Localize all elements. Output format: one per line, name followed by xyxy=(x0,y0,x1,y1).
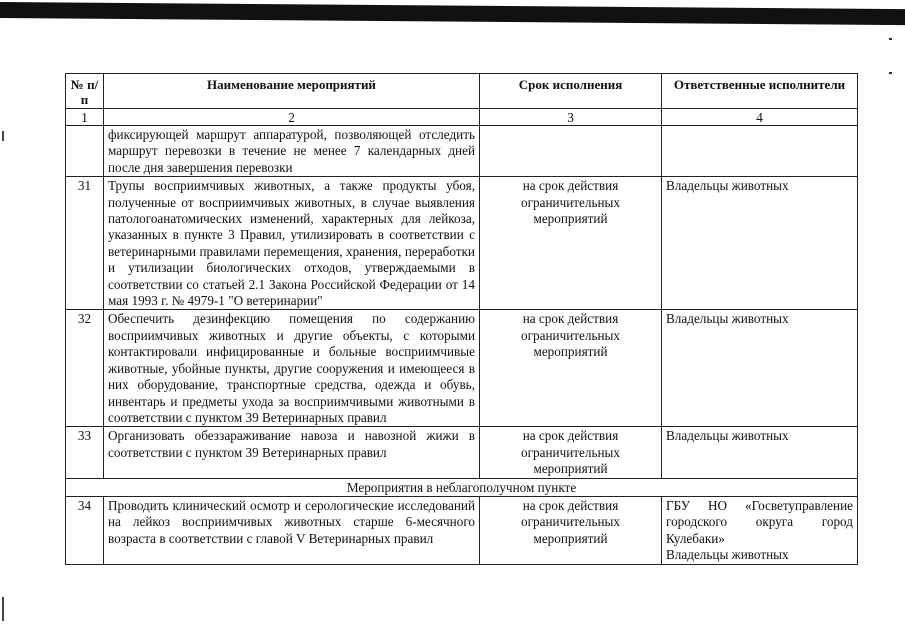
header-name: Наименование мероприятий xyxy=(104,74,480,109)
row-measure: Обеспечить дезинфекцию помещения по содержанию восприимчивых животных и другие объекты, с которыми контактировали инфицированные и больные восприимчивые животные, убойные пункты, другие сооружения и имеющееся в них оборудование, транспортные средства, одежда и обувь, инвентарь и предметы ухода за восприимчивыми животными в соответствии с пунктом 39 Ветеринарных правил xyxy=(104,310,480,427)
header-num: № п/п xyxy=(66,74,104,109)
table-row xyxy=(66,177,858,310)
scan-speck xyxy=(889,38,892,40)
row-responsible: Владельцы животных xyxy=(662,427,858,478)
row-responsible: Владельцы животных xyxy=(662,310,858,427)
scan-edge-mark xyxy=(2,131,4,141)
scan-top-edge xyxy=(0,2,905,25)
row-measure: Трупы восприимчивых животных, а также продукты убоя, полученные от восприимчивых животных, в случае выявления патологоанатомических изменений, характерных для лейкоза, указанных в пункте 3 Правил, утилизировать в соответствии с ветеринарными правилами перемещения, хранения, переработки и утилизации биологических отходов, утверждаемыми в соответствии со статьей 2.1 Закона Российской Федерации от 14 мая 1993 г. № 4979-1 "О ветеринарии" xyxy=(104,177,480,310)
row-measure: Организовать обеззараживание навоза и навозной жижи в соответствии с пунктом 39 Ветеринарных правил xyxy=(104,427,480,478)
column-index: 1 xyxy=(66,109,104,126)
table-row xyxy=(66,427,858,478)
row-term: на срок действия ограничительных мероприятий xyxy=(480,496,662,564)
row-num: 31 xyxy=(66,177,104,310)
column-index: 4 xyxy=(662,109,858,126)
row-term xyxy=(480,126,662,177)
column-index: 2 xyxy=(104,109,480,126)
header-resp: Ответственные исполнители xyxy=(662,74,858,109)
table-header-row xyxy=(66,74,858,109)
row-responsible xyxy=(662,496,858,564)
table-row-continuation xyxy=(66,126,858,177)
measures-table xyxy=(65,73,858,565)
responsible-org: ГБУ НО «Госветуправление городского округа город Кулебаки» xyxy=(666,497,853,546)
row-num: 34 xyxy=(66,496,104,564)
row-term: на срок действия ограничительных мероприятий xyxy=(480,177,662,310)
section-title: Мероприятия в неблагополучном пункте xyxy=(66,478,858,496)
column-index: 3 xyxy=(480,109,662,126)
row-measure: Проводить клинический осмотр и серологические исследований на лейкоз восприимчивых животных старше 6-месячного возраста в соответствии с главой V Ветеринарных правил xyxy=(104,496,480,564)
responsible-owners: Владельцы животных xyxy=(666,547,789,563)
table-row xyxy=(66,496,858,564)
row-term: на срок действия ограничительных мероприятий xyxy=(480,427,662,478)
header-term: Срок исполнения xyxy=(480,74,662,109)
row-num xyxy=(66,126,104,177)
scan-edge-mark xyxy=(2,597,4,621)
row-num: 33 xyxy=(66,427,104,478)
row-responsible: Владельцы животных xyxy=(662,177,858,310)
column-index-row xyxy=(66,109,858,126)
row-measure: фиксирующей маршрут аппаратурой, позволяющей отследить маршрут перевозки в течение не менее 7 календарных дней после дня завершения перевозки xyxy=(104,126,480,177)
row-responsible xyxy=(662,126,858,177)
row-num: 32 xyxy=(66,310,104,427)
section-header-row xyxy=(66,478,858,496)
table-row xyxy=(66,310,858,427)
row-term: на срок действия ограничительных мероприятий xyxy=(480,310,662,427)
scan-speck xyxy=(889,72,892,74)
